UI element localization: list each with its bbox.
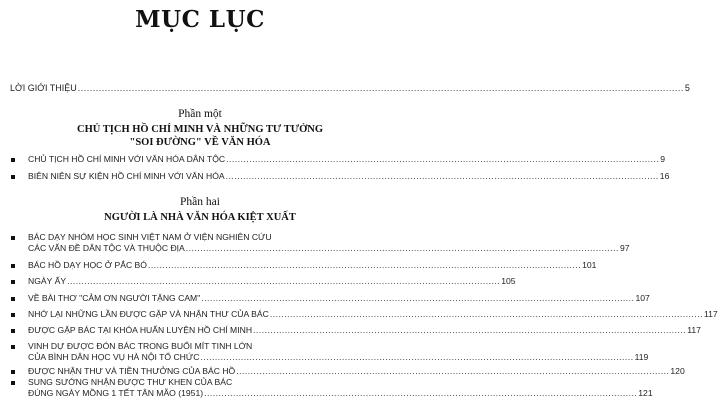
toc-entry: BÁC HỒ DẠY HỌC Ở PẮC BÓ ...................................................................................................................................................... 101 [28,260,597,270]
dot-leader: ...................................................................................................................................................... [236,366,670,376]
bullet-icon [11,345,15,349]
toc-entry: BIÊN NIÊN SỰ KIỆN HỒ CHÍ MINH VỚI VĂN HÓA ...................................................................................................................................................... 16 [28,171,670,181]
dot-leader: ...................................................................................................................................................... [225,171,659,181]
part-two-title-line-1: NGƯỜI LÀ NHÀ VĂN HÓA KIỆT XUẤT [104,212,296,223]
toc-entry: NGÀY ẤY ...................................................................................................................................................... 105 [28,276,516,286]
dot-leader: ...................................................................................................................................................... [147,260,582,270]
toc-entry: CHỦ TỊCH HỒ CHÍ MINH VỚI VĂN HÓA DÂN TỘC ...................................................................................................................................................... 9 [28,154,666,164]
dot-leader: .......................................................................................................................................................................................................... [77,83,684,93]
part-two-label: Phần hai [180,196,220,208]
part-one-label: Phần một [178,108,222,120]
page-title: MỤC LỤC [135,6,265,33]
toc-entry: ĐƯỢC GẶP BÁC TẠI KHÓA HUẤN LUYỆN HỒ CHÍ MINH ...................................................................................................................................................... 117 [28,325,701,335]
dot-leader: ...................................................................................................................................................... [226,154,660,164]
bullet-icon [11,280,15,284]
part-one-title-line-1: CHỦ TỊCH HỒ CHÍ MINH VÀ NHỮNG TƯ TƯỞNG [77,124,323,135]
bullet-icon [11,381,15,385]
bullet-icon [11,158,15,162]
toc-entry-page: 5 [684,83,690,93]
dot-leader: ...................................................................................................................................................... [67,276,501,286]
bullet-icon [11,313,15,317]
toc-entry: BÁC DẠY NHÓM HỌC SINH VIỆT NAM Ở VIỆN NGHIÊN CỨU CÁC VẤN ĐỀ DÂN TỘC VÀ THUỘC ĐỊA ...................................................................................................................................................... 97 [28,232,630,253]
toc-entry: VINH DỰ ĐƯỢC ĐÓN BÁC TRONG BUỔI MÍT TINH LỚN CỦA BÌNH DÂN HỌC VỤ HÀ NỘI TỔ CHỨC ...................................................................................................................................................... 119 [28,341,649,362]
bullet-icon [11,264,15,268]
toc-entry: VỀ BÀI THƠ "CẢM ƠN NGƯỜI TẶNG CAM" ...................................................................................................................................................... 107 [28,293,650,303]
dot-leader: ...................................................................................................................................................... [200,352,634,362]
dot-leader: ...................................................................................................................................................... [185,243,619,253]
dot-leader: ...................................................................................................................................................... [201,293,635,303]
toc-entry: ĐƯỢC NHẬN THƯ VÀ TIỀN THƯỞNG CỦA BÁC HỒ ...................................................................................................................................................... 120 [28,366,685,376]
bullet-icon [11,175,15,179]
bullet-icon [11,370,15,374]
dot-leader: ...................................................................................................................................................... [204,388,638,398]
dot-leader: ...................................................................................................................................................... [253,325,687,335]
dot-leader: ...................................................................................................................................................... [269,309,703,319]
bullet-icon [11,297,15,301]
toc-entry-label: LỜI GIỚI THIỆU [10,83,77,93]
bullet-icon [11,329,15,333]
bullet-icon [11,236,15,240]
toc-entry-intro [10,83,690,93]
toc-entry: NHỚ LẠI NHỮNG LẦN ĐƯỢC GẶP VÀ NHẬN THƯ CỦA BÁC ...................................................................................................................................................... 117 [28,309,718,319]
part-one-title-line-2: "SOI ĐƯỜNG" VỀ VĂN HÓA [129,137,271,148]
toc-entry: SUNG SƯỚNG NHẬN ĐƯỢC THƯ KHEN CỦA BÁC ĐÚNG NGÀY MỒNG 1 TẾT TÂN MÃO (1951) ...................................................................................................................................................... 121 [28,377,653,398]
